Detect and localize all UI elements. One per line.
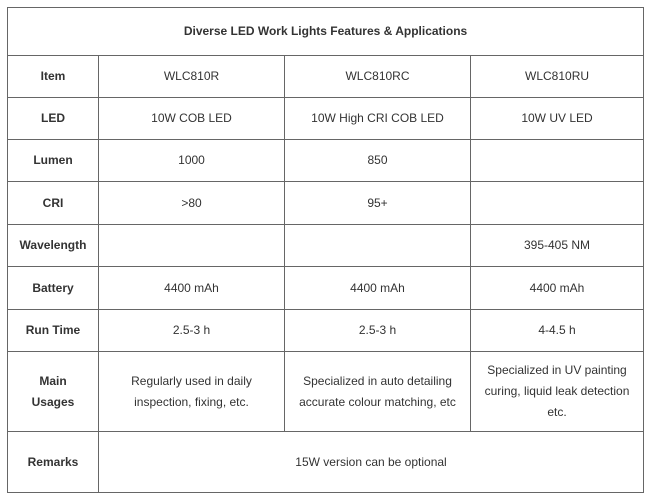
cell-usages-wlc810ru-line3: etc.	[547, 405, 567, 419]
table-row-runtime	[8, 310, 644, 352]
cell-led-wlc810rc: 10W High CRI COB LED	[285, 98, 471, 140]
table-row-cri	[8, 182, 644, 225]
row-label-usages	[8, 352, 99, 432]
cell-item-wlc810r: WLC810R	[99, 56, 285, 98]
cell-usages-wlc810r	[99, 352, 285, 432]
cell-lumen-wlc810r: 1000	[99, 140, 285, 182]
row-label-usages-line2: Usages	[31, 394, 75, 409]
features-table	[7, 7, 644, 493]
cell-wavelength-wlc810r	[99, 225, 285, 267]
row-label-led: LED	[8, 98, 99, 140]
cell-lumen-wlc810ru	[471, 140, 644, 182]
table-row-led	[8, 98, 644, 140]
row-label-runtime: Run Time	[8, 310, 99, 352]
cell-usages-wlc810rc	[285, 352, 471, 432]
row-label-cri: CRI	[8, 182, 99, 225]
cell-led-wlc810ru: 10W UV LED	[471, 98, 644, 140]
cell-runtime-wlc810r: 2.5-3 h	[99, 310, 285, 352]
cell-item-wlc810rc: WLC810RC	[285, 56, 471, 98]
cell-runtime-wlc810rc: 2.5-3 h	[285, 310, 471, 352]
cell-usages-wlc810rc-line2: accurate colour matching, etc	[299, 394, 456, 409]
cell-cri-wlc810ru	[471, 182, 644, 225]
cell-runtime-wlc810ru: 4-4.5 h	[471, 310, 644, 352]
table-row-item	[8, 56, 644, 98]
cell-item-wlc810ru: WLC810RU	[471, 56, 644, 98]
row-label-usages-line1: Main	[39, 373, 67, 388]
row-label-battery: Battery	[8, 267, 99, 310]
table-row-wavelength	[8, 225, 644, 267]
cell-cri-wlc810rc: 95+	[285, 182, 471, 225]
cell-wavelength-wlc810ru: 395-405 NM	[471, 225, 644, 267]
table-row-battery	[8, 267, 644, 310]
row-label-remarks: Remarks	[8, 432, 99, 493]
table-row-remarks	[8, 432, 644, 493]
table-row-usages	[8, 352, 644, 432]
cell-battery-wlc810r: 4400 mAh	[99, 267, 285, 310]
table-title: Diverse LED Work Lights Features & Applications	[8, 8, 644, 56]
row-label-item: Item	[8, 56, 99, 98]
cell-wavelength-wlc810rc	[285, 225, 471, 267]
row-label-wavelength: Wavelength	[8, 225, 99, 267]
cell-led-wlc810r: 10W COB LED	[99, 98, 285, 140]
cell-cri-wlc810r: >80	[99, 182, 285, 225]
cell-lumen-wlc810rc: 850	[285, 140, 471, 182]
cell-usages-wlc810rc-line1: Specialized in auto detailing	[303, 373, 452, 388]
row-label-lumen: Lumen	[8, 140, 99, 182]
cell-usages-wlc810r-line2: inspection, fixing, etc.	[134, 394, 249, 409]
cell-usages-wlc810ru	[471, 352, 644, 432]
cell-battery-wlc810ru: 4400 mAh	[471, 267, 644, 310]
title-row	[8, 8, 644, 56]
cell-usages-wlc810ru-line2: curing, liquid leak detection	[484, 384, 630, 398]
cell-usages-wlc810r-line1: Regularly used in daily	[131, 373, 252, 388]
cell-remarks: 15W version can be optional	[99, 432, 644, 493]
cell-battery-wlc810rc: 4400 mAh	[285, 267, 471, 310]
table-row-lumen	[8, 140, 644, 182]
cell-usages-wlc810ru-line1: Specialized in UV painting	[487, 363, 627, 377]
